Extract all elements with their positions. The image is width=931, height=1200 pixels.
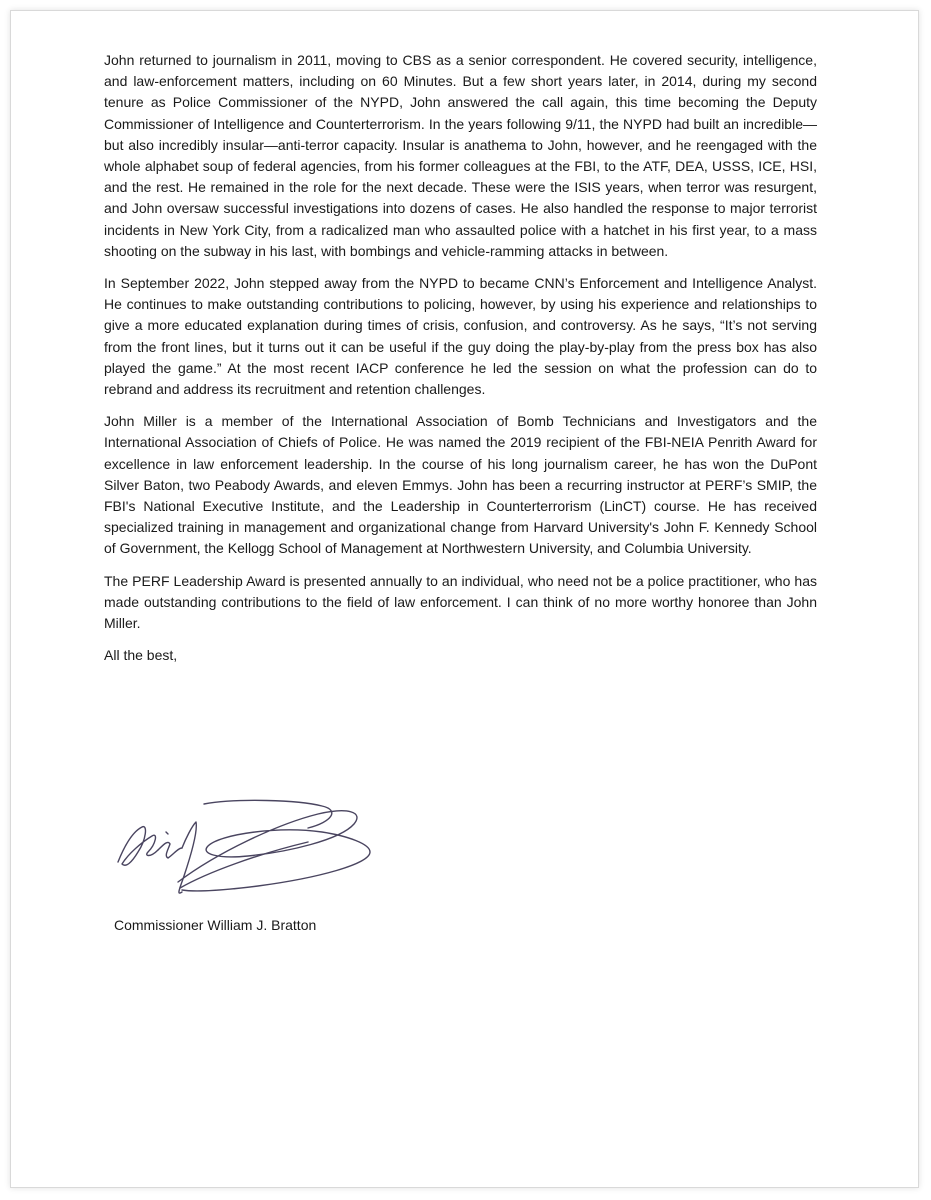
signature-icon	[108, 792, 378, 902]
closing-line: All the best,	[104, 647, 178, 664]
paragraph-career-cbs-nypd: John returned to journalism in 2011, moving to CBS as a senior correspondent. He covered security, intelligence, and law-enforcement matters, including on 60 Minutes. But a few short years later, in 2014, during my second tenure as Police Commissioner of the NYPD, John answered the call again, this time becoming the Deputy Commissioner of Intelligence and Counterterrorism. In the years following 9/11, the NYPD had built an incredible—but also incredibly insular—anti-terror capacity. Insular is anathema to John, however, and he reengaged with the whole alphabet soup of federal agencies, from his former colleagues at the FBI, to the ATF, DEA, USSS, ICE, HSI, and the rest. He remained in the role for the next decade. These were the ISIS years, when terror was resurgent, and John oversaw successful investigations into dozens of cases. He also handled the response to major terrorist incidents in New York City, from a radicalized man who assaulted police with a hatchet in his first year, to a mass shooting on the subway in his last, with bombings and vehicle-ramming attacks in between.	[104, 52, 817, 259]
signatory-name: Commissioner William J. Bratton	[114, 917, 317, 933]
paragraph-perf-award: The PERF Leadership Award is presented annually to an individual, who need not be a police practitioner, who has made outstanding contributions to the field of law enforcement. I can think of no more worthy honoree than John Miller.	[104, 572, 817, 632]
paragraph-memberships-awards: John Miller is a member of the International Association of Bomb Technicians and Investigators and the International Association of Chiefs of Police. He was named the 2019 recipient of the FBI-NEIA Penrith Award for excellence in law enforcement leadership. In the course of his long journalism career, he has won the DuPont Silver Baton, two Peabody Awards, and eleven Emmys. John has been a recurring instructor at PERF’s SMIP, the FBI's National Executive Institute, and the Leadership in Counterterrorism (LinCT) course. He has received specialized training in management and organizational change from Harvard University's John F. Kennedy School of Government, the Kellogg School of Management at Northwestern University, and Columbia University.	[104, 413, 817, 557]
paragraph-cnn-analyst: In September 2022, John stepped away from the NYPD to became CNN’s Enforcement and Intelligence Analyst. He continues to make outstanding contributions to policing, however, by using his experience and relationships to give a more educated explanation during times of crisis, confusion, and controversy. As he says, “It’s not serving from the front lines, but it turns out it can be useful if the guy doing the play-by-play from the press box has also played the game.” At the most recent IACP conference he led the session on what the profession can do to rebrand and address its recruitment and retention challenges.	[104, 275, 817, 398]
letter-body	[104, 50, 817, 666]
